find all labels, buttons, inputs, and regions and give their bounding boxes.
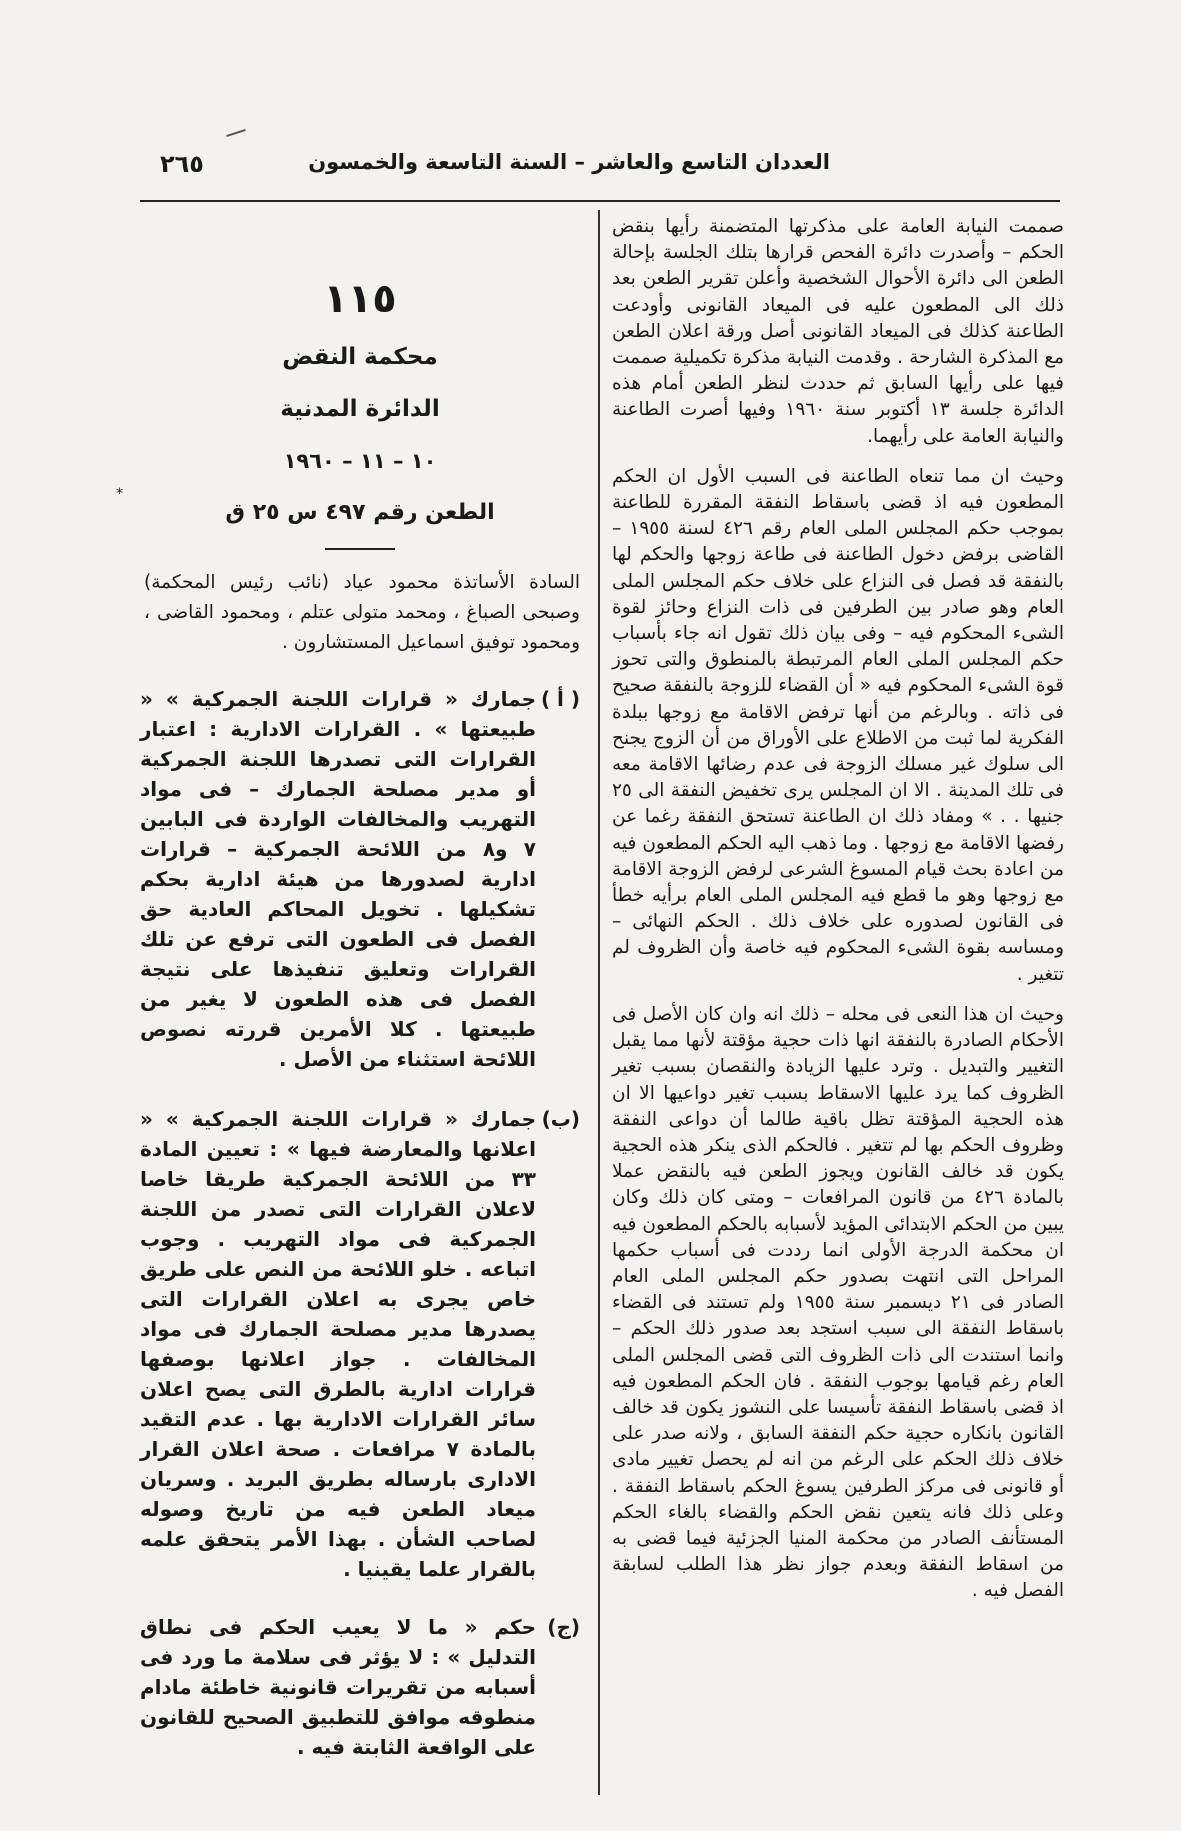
section-divider (325, 548, 395, 550)
headnote (140, 684, 580, 1074)
running-header-title: العددان التاسع والعاشر – السنة التاسعة والخمسون (308, 150, 830, 174)
body-paragraph: وحيث ان مما تنعاه الطاعنة فى السبب الأول ان الحكم المطعون فيه اذ قضى باسقاط النفقة المقررة للطاعنة بموجب حكم المجلس الملى العام رقم ٤٢٦ لسنة ١٩٥٥ – القاضى برفض دخول الطاعنة فى طاعة زوجها والحكم لها بالنفقة قد فصل فى النزاع على خلاف حكم المجلس الملى العام وهو صادر بين الطرفين فى ذات النزاع وحائز لقوة الشىء المحكوم فيه – وفى بيان ذلك تقول انه جاء بأسباب حكم المجلس الملى العام المرتبطة بالمنطوق والتى تحوز قوة الشىء المحكوم فيه « أن القضاء للزوجة بالنفقة صحيح فى ذاته . وبالرغم من أنها ترفض الاقامة مع زوجها ببلدة الفكرية لما ثبت من الاطلاع على الأوراق من أن الزوج يجنح الى سلوك غير مسلك الزوجة فى عدم رضائها الاقامة معه فى تلك المدينة . الا ان المجلس يرى تخفيض النفقة الى ٢٥ جنيها . . » ومفاد ذلك ان الطاعنة تستحق النفقة رغما عن رفضها الاقامة مع زوجها . وما ذهب اليه الحكم المطعون فيه من اعادة بحث قيام المسوغ الشرعى لرفض الزوجة الاقامة مع زوجها وهو ما قطع فيه المجلس الملى العام برأيه خطأ فى القانون لصدوره على خلاف ذلك . الحكم النهائى – ومساسه بقوة الشىء المحكوم فيه خاصة وأن الظروف لم تتغير . (612, 465, 1064, 985)
case-number: ١١٥ (323, 276, 397, 322)
headnote-text: جمارك « قرارات اللجنة الجمركية » « طبيعتها » . القرارات الادارية : اعتبار القرارات التى تصدرها اللجنة الجمركية أو مدير مصلحة الجمارك – فى مواد التهريب والمخالفات الواردة فى البابين ٧ و٨ من اللائحة الجمركية – قرارات ادارية لصدورها من هيئة ادارية بحكم تشكيلها . تخويل المحاكم العادية حق الفصل فى الطعون التى ترفع عن تلك القرارات وتعليق تنفيذها على نتيجة الفصل فى هذه الطعون لا يغير من طبيعتها . كلا الأمرين قررته نصوص اللائحة استثناء من الأصل . (140, 687, 536, 1071)
body-paragraph: وحيث ان هذا النعى فى محله – ذلك انه وان كان الأصل فى الأحكام الصادرة بالنفقة انها ذات حجية مؤقتة لأنها مما يقبل التغيير والتبديل . وترد عليها الزيادة والنقصان بسبب تغير الظروف كما يرد عليها الاسقاط بسبب تغير دواعيها الا ان هذه الحجية المؤقتة تظل باقية طالما أن دواعى النفقة وظروف الحكم بها لم تتغير . فالحكم الذى ينكر هذه الحجية يكون قد خالف القانون ويجوز الطعن فيه بالنقض عملا بالمادة ٤٢٦ من قانون المرافعات – ومتى كان ذلك وكان يبين من الحكم الابتدائى المؤيد لأسبابه بالحكم المطعون فيه ان محكمة الدرجة الأولى انما رددت فى أسباب حكمها المراحل التى انتهت بصدور حكم المجلس الملى العام الصادر فى ٢١ ديسمبر سنة ١٩٥٥ ولم تستند فى القضاء باسقاط النفقة الى سبب استجد بعد صدور ذلك الحكم – وانما استندت الى ذات الظروف التى قضى المجلس الملى العام رغم قيامها بوجوب النفقة . فان الحكم المطعون فيه اذ قضى باسقاط النفقة تأسيسا على النشوز يكون قد خالف القانون بانكاره حجية حكم النفقة السابق ، ولانه صدر على خلاف ذلك الحكم على الرغم من انه لم يحصل تغيير مادى أو قانونى فى مركز الطرفين يسوغ الحكم باسقاط النفقة . وعلى ذلك فانه يتعين نقض الحكم والقضاء بالغاء الحكم المستأنف الصادر من محكمة المنيا الجزئية فيما قضى به من اسقاط النفقة وبعدم جواز نظر هذا الطلب لسابقة الفصل فيه . (612, 1003, 1064, 1602)
headnote-label: (ب) (541, 1107, 580, 1131)
appeal-number: الطعن رقم ٤٩٧ س ٢٥ ق (225, 500, 495, 525)
headnote-label: (ج) (547, 1615, 580, 1639)
stray-mark (226, 129, 246, 137)
headnote-text: جمارك « قرارات اللجنة الجمركية » « اعلانها والمعارضة فيها » : تعيين المادة ٣٣ من اللائحة الجمركية طريقا خاصا لاعلان القرارات التى تصدر من اللجنة الجمركية فى مواد التهريب . وجوب اتباعه . خلو اللائحة من النص على طريق خاص يجرى به اعلان القرارات التى يصدرها مدير مصلحة الجمارك فى مواد المخالفات . جواز اعلانها بوصفها قرارات ادارية بالطرق التى يصح اعلان سائر القرارات الادارية بها . عدم التقيد بالمادة ٧ مرافعات . صحة اعلان القرار الادارى بارساله بطريق البريد . وسريان ميعاد الطعن فيه من تاريخ وصوله لصاحب الشأن . بهذا الأمر يتحقق علمه بالقرار علما يقينيا . (140, 1107, 536, 1581)
court-name: محكمة النقض (282, 344, 438, 370)
headnote-label: ( أ ) (540, 687, 580, 711)
page-number: ٢٦٥ (160, 150, 204, 178)
right-column-body (612, 214, 1064, 1619)
column-divider (598, 210, 600, 1795)
footnote-star: * (116, 486, 123, 502)
headnote-text: حكم « ما لا يعيب الحكم فى نطاق التدليل » : لا يؤثر فى سلامة ما ورد فى أسبابه من تقريرات قانونية خاطئة مادام منطوقه موافق للتطبيق الصحيح للقانون على الواقعة الثابتة فيه . (140, 1615, 536, 1759)
headnote (140, 1612, 580, 1762)
circuit-name: الدائرة المدنية (280, 396, 440, 422)
body-paragraph: صممت النيابة العامة على مذكرتها المتضمنة رأيها بنقض الحكم – وأصدرت دائرة الفحص قرارها بتلك الجلسة بإحالة الطعن الى دائرة الأحوال الشخصية وأعلن تقرير الطعن بعد ذلك الى المطعون عليه فى الميعاد القانونى وأودعت الطاعنة كذلك فى الميعاد القانونى أصل ورقة اعلان الطعن مع المذكرة الشارحة . وقدمت النيابة مذكرة تكميلية صممت فيها على رأيها السابق ثم حددت لنظر الطعن أمام هذه الدائرة جلسة ١٣ أكتوبر سنة ١٩٦٠ وفيها أصرت الطاعنة والنيابة العامة على رأيهما. (612, 216, 1064, 447)
session-date: ١٠ – ١١ – ١٩٦٠ (283, 449, 437, 473)
header-divider (140, 200, 1060, 202)
left-column (140, 214, 580, 1762)
judges-panel: السادة الأساتذة محمود عياد (نائب رئيس المحكمة) وصبحى الصباغ ، ومحمد متولى عتلم ، ومحمود القاضى ، ومحمود توفيق اسماعيل المستشارون . (144, 572, 580, 653)
headnote (140, 1104, 580, 1584)
